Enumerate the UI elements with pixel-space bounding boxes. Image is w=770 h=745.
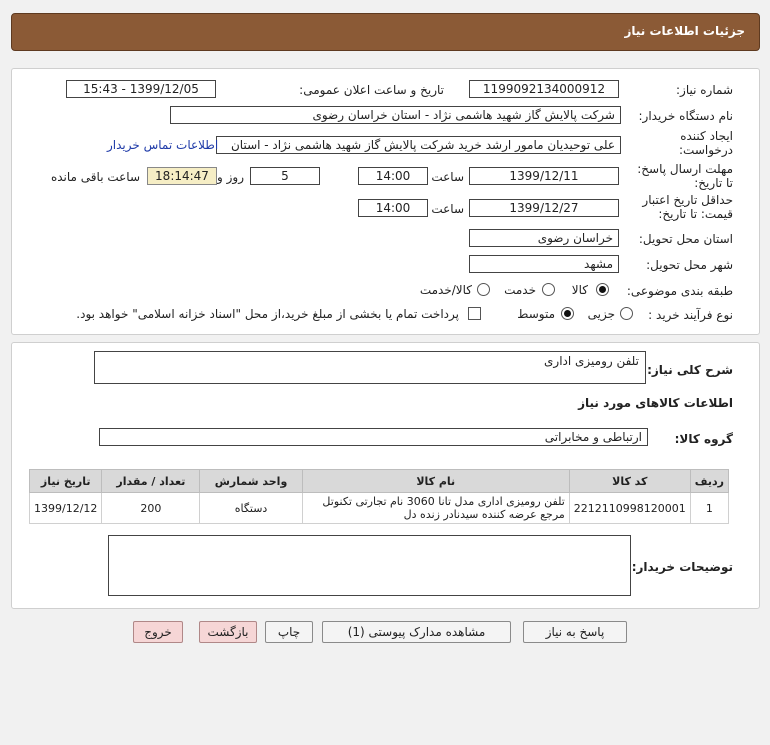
validity-label: حداقل تاریخ اعتبار قیمت: تا تاریخ:: [642, 193, 733, 221]
table-row: [30, 493, 729, 524]
category-radio-goods-service[interactable]: [477, 283, 490, 296]
announce-field: 1399/12/05 - 15:43: [66, 80, 216, 98]
page-header: [11, 13, 760, 51]
validity-date-field: 1399/12/27: [469, 199, 619, 217]
group-field: ارتباطی و مخابراتی: [99, 428, 648, 446]
reply-time-label: ساعت: [431, 170, 464, 184]
description-label: شرح کلی نیاز:: [647, 363, 733, 377]
col-unit: واحد شمارش: [200, 470, 302, 493]
validity-time-field: 14:00: [358, 199, 428, 217]
cell-need-date: 1399/12/12: [30, 493, 102, 524]
creator-label: ایجاد کننده درخواست:: [679, 129, 733, 157]
province-field: خراسان رضوی: [469, 229, 619, 247]
process-label: نوع فرآیند خرید :: [648, 308, 733, 322]
category-option-goods-service: کالا/خدمت: [419, 283, 472, 297]
category-option-goods: کالا: [571, 283, 588, 297]
cell-row-number: 1: [690, 493, 728, 524]
category-radio-goods[interactable]: [596, 283, 609, 296]
cell-quantity: 200: [102, 493, 200, 524]
buyer-field: شرکت پالایش گاز شهید هاشمی نژاد - استان خراسان رضوی: [170, 106, 621, 124]
reply-time-field: 14:00: [358, 167, 428, 185]
city-label: شهر محل تحویل:: [646, 258, 733, 272]
process-radio-medium[interactable]: [561, 307, 574, 320]
payment-note: پرداخت تمام یا بخشی از مبلغ خرید،از محل "اسناد خزانه اسلامی" خواهد بود.: [76, 307, 459, 321]
category-label: طبقه بندی موضوعی:: [626, 284, 733, 298]
validity-time-label: ساعت: [431, 202, 464, 216]
buyer-contact-link[interactable]: اطلاعات تماس خریدار: [107, 138, 219, 152]
col-need-date: تاریخ نیاز: [30, 470, 102, 493]
process-option-medium: متوسط: [517, 307, 555, 321]
print-button[interactable]: چاپ: [265, 621, 313, 643]
buyer-notes-label: توضیحات خریدار:: [631, 560, 733, 574]
category-option-service: خدمت: [504, 283, 536, 297]
days-label: روز و: [217, 170, 244, 184]
buyer-notes-field: [108, 535, 631, 596]
group-label: گروه کالا:: [674, 432, 733, 446]
days-field: 5: [250, 167, 320, 185]
exit-button[interactable]: خروج: [133, 621, 183, 643]
reply-date-field: 1399/12/11: [469, 167, 619, 185]
process-radio-minor[interactable]: [620, 307, 633, 320]
description-field: تلفن رومیزی اداری: [94, 351, 646, 384]
table-header-row: [30, 470, 729, 493]
page-title: جزئیات اطلاعات نیاز: [624, 24, 745, 38]
back-button[interactable]: بازگشت: [199, 621, 257, 643]
province-label: استان محل تحویل:: [638, 232, 733, 246]
reply-button[interactable]: پاسخ به نیاز: [523, 621, 627, 643]
need-number-field: 1199092134000912: [469, 80, 619, 98]
treasury-payment-checkbox[interactable]: [468, 307, 481, 320]
remaining-label: ساعت باقی مانده: [50, 170, 140, 184]
attachments-button[interactable]: مشاهده مدارک پیوستی (1): [322, 621, 511, 643]
cell-unit: دستگاه: [200, 493, 302, 524]
cell-item-code: 2212110998120001: [569, 493, 690, 524]
items-table: [29, 469, 729, 524]
process-option-minor: جزیی: [587, 307, 615, 321]
goods-info-title: اطلاعات کالاهای مورد نیاز: [578, 396, 733, 410]
cell-item-name: تلفن رومیزی اداری مدل تانا 3060 نام تجارتی تکنوتل مرجع عرضه کننده سیدنادر زنده دل: [302, 493, 569, 524]
announce-label: تاریخ و ساعت اعلان عمومی:: [299, 83, 444, 97]
creator-field: علی توحیدیان مامور ارشد خرید شرکت پالایش گاز شهید هاشمی نژاد - استان: [216, 136, 621, 154]
col-item-code: کد کالا: [569, 470, 690, 493]
col-row-number: ردیف: [690, 470, 728, 493]
col-quantity: تعداد / مقدار: [102, 470, 200, 493]
buyer-label: نام دستگاه خریدار:: [638, 109, 733, 123]
city-field: مشهد: [469, 255, 619, 273]
remaining-time-field: 18:14:47: [147, 167, 217, 185]
category-radio-service[interactable]: [542, 283, 555, 296]
reply-deadline-label: مهلت ارسال پاسخ: تا تاریخ:: [637, 162, 733, 190]
col-item-name: نام کالا: [302, 470, 569, 493]
need-number-label: شماره نیاز:: [676, 83, 733, 97]
